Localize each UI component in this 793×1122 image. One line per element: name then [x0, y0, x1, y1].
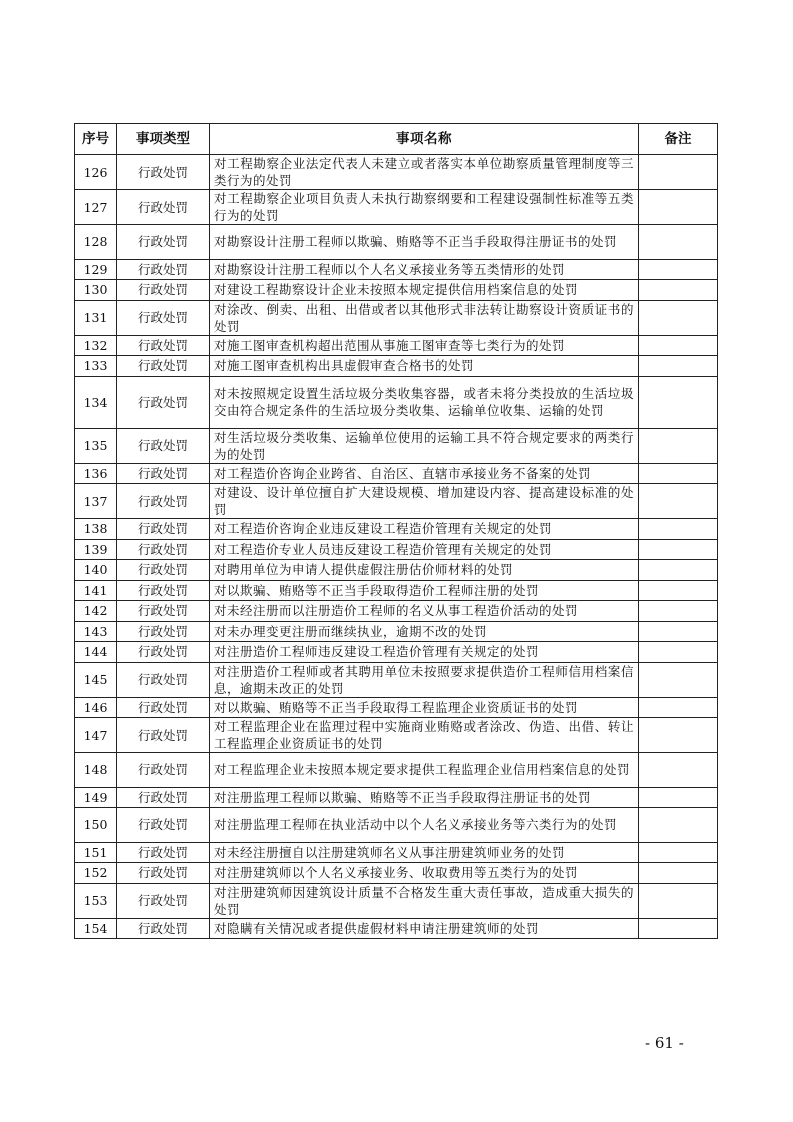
row-num: 140 — [75, 560, 117, 581]
row-num: 128 — [75, 225, 117, 260]
row-name: 对注册造价工程师或者其聘用单位未按照要求提供造价工程师信用档案信息，逾期未改正的处罚 — [210, 662, 639, 697]
row-name: 对施工图审查机构超出范围从事施工图审查等七类行为的处罚 — [210, 335, 639, 356]
row-note — [639, 428, 718, 463]
row-type: 行政处罚 — [117, 580, 210, 601]
table-row — [75, 225, 718, 260]
row-name: 对注册造价工程师违反建设工程造价管理有关规定的处罚 — [210, 642, 639, 663]
row-note — [639, 883, 718, 918]
header-name: 事项名称 — [210, 124, 639, 155]
row-name: 对建设、设计单位擅自扩大建设规模、增加建设内容、提高建设标准的处罚 — [210, 484, 639, 519]
row-note — [639, 280, 718, 301]
row-name: 对工程勘察企业法定代表人未建立或者落实本单位勘察质量管理制度等三类行为的处罚 — [210, 155, 639, 190]
row-num: 133 — [75, 356, 117, 377]
row-type: 行政处罚 — [117, 356, 210, 377]
row-note — [639, 225, 718, 260]
row-name: 对未经注册擅自以注册建筑师名义从事注册建筑师业务的处罚 — [210, 842, 639, 863]
row-num: 131 — [75, 300, 117, 335]
row-type: 行政处罚 — [117, 519, 210, 540]
row-type: 行政处罚 — [117, 280, 210, 301]
row-type: 行政处罚 — [117, 376, 210, 428]
table-row — [75, 356, 718, 377]
row-name: 对建设工程勘察设计企业未按照本规定提供信用档案信息的处罚 — [210, 280, 639, 301]
row-num: 152 — [75, 863, 117, 884]
row-type: 行政处罚 — [117, 718, 210, 753]
row-num: 146 — [75, 697, 117, 718]
table-row — [75, 787, 718, 808]
row-type: 行政处罚 — [117, 335, 210, 356]
row-num: 139 — [75, 539, 117, 560]
row-note — [639, 155, 718, 190]
row-num: 151 — [75, 842, 117, 863]
row-name: 对聘用单位为申请人提供虚假注册估价师材料的处罚 — [210, 560, 639, 581]
table-row — [75, 662, 718, 697]
row-note — [639, 190, 718, 225]
row-type: 行政处罚 — [117, 918, 210, 939]
row-note — [639, 580, 718, 601]
row-num: 154 — [75, 918, 117, 939]
row-name: 对勘察设计注册工程师以欺骗、贿赂等不正当手段取得注册证书的处罚 — [210, 225, 639, 260]
row-num: 145 — [75, 662, 117, 697]
row-type: 行政处罚 — [117, 842, 210, 863]
row-note — [639, 718, 718, 753]
row-note — [639, 787, 718, 808]
row-note — [639, 484, 718, 519]
matters-table — [74, 123, 718, 939]
row-num: 127 — [75, 190, 117, 225]
row-name: 对注册建筑师以个人名义承接业务、收取费用等五类行为的处罚 — [210, 863, 639, 884]
row-num: 137 — [75, 484, 117, 519]
row-num: 136 — [75, 463, 117, 484]
row-note — [639, 863, 718, 884]
row-name: 对工程造价专业人员违反建设工程造价管理有关规定的处罚 — [210, 539, 639, 560]
row-type: 行政处罚 — [117, 560, 210, 581]
row-name: 对生活垃圾分类收集、运输单位使用的运输工具不符合规定要求的两类行为的处罚 — [210, 428, 639, 463]
row-note — [639, 463, 718, 484]
table-row — [75, 863, 718, 884]
table-row — [75, 642, 718, 663]
row-type: 行政处罚 — [117, 300, 210, 335]
row-note — [639, 642, 718, 663]
row-type: 行政处罚 — [117, 621, 210, 642]
row-num: 153 — [75, 883, 117, 918]
table-body — [75, 155, 718, 939]
row-name: 对工程勘察企业项目负责人未执行勘察纲要和工程建设强制性标准等五类行为的处罚 — [210, 190, 639, 225]
row-type: 行政处罚 — [117, 539, 210, 560]
row-num: 141 — [75, 580, 117, 601]
row-type: 行政处罚 — [117, 642, 210, 663]
table-row — [75, 463, 718, 484]
table-row — [75, 519, 718, 540]
row-name: 对以欺骗、贿赂等不正当手段取得造价工程师注册的处罚 — [210, 580, 639, 601]
row-note — [639, 842, 718, 863]
row-name: 对工程监理企业未按照本规定要求提供工程监理企业信用档案信息的处罚 — [210, 753, 639, 788]
row-type: 行政处罚 — [117, 753, 210, 788]
row-name: 对注册监理工程师以欺骗、贿赂等不正当手段取得注册证书的处罚 — [210, 787, 639, 808]
row-num: 135 — [75, 428, 117, 463]
table-header-row — [75, 124, 718, 155]
row-name: 对注册监理工程师在执业活动中以个人名义承接业务等六类行为的处罚 — [210, 808, 639, 843]
table-row — [75, 697, 718, 718]
table-row — [75, 259, 718, 280]
row-name: 对工程监理企业在监理过程中实施商业贿赂或者涂改、伪造、出借、转让工程监理企业资质证书的处罚 — [210, 718, 639, 753]
row-num: 126 — [75, 155, 117, 190]
row-note — [639, 662, 718, 697]
row-type: 行政处罚 — [117, 601, 210, 622]
table-row — [75, 601, 718, 622]
row-type: 行政处罚 — [117, 883, 210, 918]
row-note — [639, 539, 718, 560]
row-name: 对勘察设计注册工程师以个人名义承接业务等五类情形的处罚 — [210, 259, 639, 280]
row-num: 130 — [75, 280, 117, 301]
row-name: 对以欺骗、贿赂等不正当手段取得工程监理企业资质证书的处罚 — [210, 697, 639, 718]
row-num: 147 — [75, 718, 117, 753]
row-num: 138 — [75, 519, 117, 540]
table-row — [75, 300, 718, 335]
row-num: 132 — [75, 335, 117, 356]
row-name: 对未经注册而以注册造价工程师的名义从事工程造价活动的处罚 — [210, 601, 639, 622]
row-type: 行政处罚 — [117, 155, 210, 190]
row-type: 行政处罚 — [117, 190, 210, 225]
row-note — [639, 259, 718, 280]
row-name: 对隐瞒有关情况或者提供虚假材料申请注册建筑师的处罚 — [210, 918, 639, 939]
row-note — [639, 753, 718, 788]
row-num: 142 — [75, 601, 117, 622]
row-type: 行政处罚 — [117, 697, 210, 718]
table-row — [75, 753, 718, 788]
header-note: 备注 — [639, 124, 718, 155]
row-type: 行政处罚 — [117, 428, 210, 463]
table-row — [75, 883, 718, 918]
row-type: 行政处罚 — [117, 863, 210, 884]
row-type: 行政处罚 — [117, 225, 210, 260]
row-num: 129 — [75, 259, 117, 280]
table-row — [75, 718, 718, 753]
row-num: 148 — [75, 753, 117, 788]
row-note — [639, 356, 718, 377]
row-type: 行政处罚 — [117, 259, 210, 280]
row-note — [639, 808, 718, 843]
row-num: 144 — [75, 642, 117, 663]
row-name: 对工程造价咨询企业跨省、自治区、直辖市承接业务不备案的处罚 — [210, 463, 639, 484]
table-row — [75, 484, 718, 519]
table-row — [75, 918, 718, 939]
row-num: 149 — [75, 787, 117, 808]
table-row — [75, 335, 718, 356]
row-note — [639, 918, 718, 939]
row-note — [639, 300, 718, 335]
row-type: 行政处罚 — [117, 662, 210, 697]
row-note — [639, 519, 718, 540]
row-name: 对工程造价咨询企业违反建设工程造价管理有关规定的处罚 — [210, 519, 639, 540]
row-name: 对注册建筑师因建筑设计质量不合格发生重大责任事故，造成重大损失的处罚 — [210, 883, 639, 918]
table-row — [75, 842, 718, 863]
row-note — [639, 376, 718, 428]
row-note — [639, 601, 718, 622]
row-note — [639, 621, 718, 642]
table-row — [75, 539, 718, 560]
row-name: 对施工图审查机构出具虚假审查合格书的处罚 — [210, 356, 639, 377]
table-row — [75, 155, 718, 190]
table-row — [75, 580, 718, 601]
row-type: 行政处罚 — [117, 463, 210, 484]
table-row — [75, 808, 718, 843]
row-type: 行政处罚 — [117, 484, 210, 519]
table-row — [75, 280, 718, 301]
row-num: 150 — [75, 808, 117, 843]
page-number: - 61 - — [645, 1034, 684, 1052]
row-type: 行政处罚 — [117, 787, 210, 808]
row-name: 对未按照规定设置生活垃圾分类收集容器，或者未将分类投放的生活垃圾交由符合规定条件的生活垃圾分类收集、运输单位收集、运输的处罚 — [210, 376, 639, 428]
table-row — [75, 376, 718, 428]
row-note — [639, 697, 718, 718]
header-num: 序号 — [75, 124, 117, 155]
table-row — [75, 560, 718, 581]
row-note — [639, 335, 718, 356]
row-name: 对未办理变更注册而继续执业，逾期不改的处罚 — [210, 621, 639, 642]
row-name: 对涂改、倒卖、出租、出借或者以其他形式非法转让勘察设计资质证书的处罚 — [210, 300, 639, 335]
table-row — [75, 621, 718, 642]
row-num: 143 — [75, 621, 117, 642]
table-row — [75, 190, 718, 225]
table-row — [75, 428, 718, 463]
header-type: 事项类型 — [117, 124, 210, 155]
row-num: 134 — [75, 376, 117, 428]
row-type: 行政处罚 — [117, 808, 210, 843]
row-note — [639, 560, 718, 581]
